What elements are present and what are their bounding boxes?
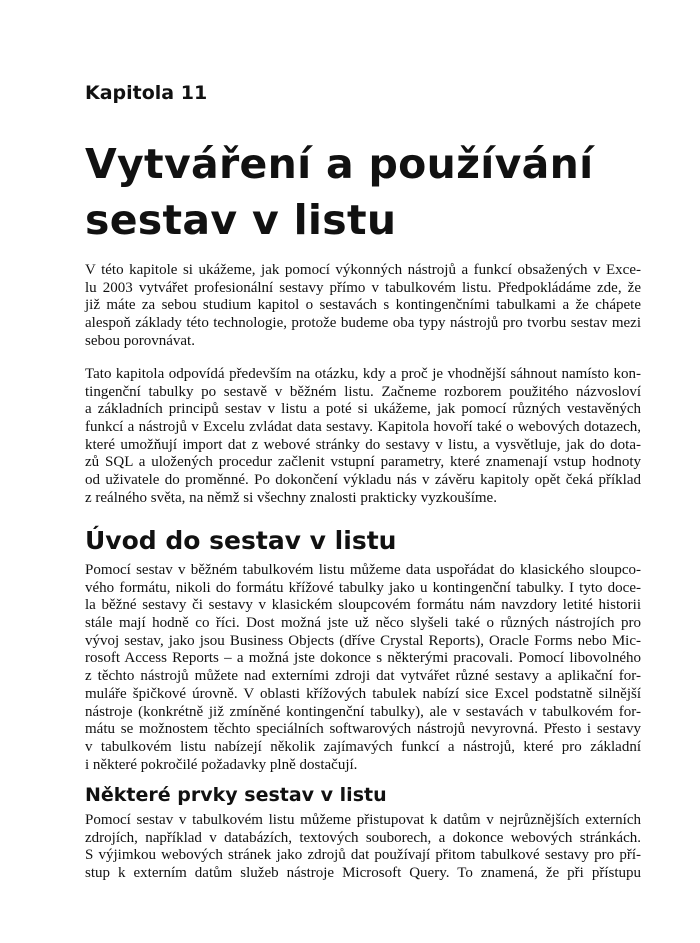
text-line: V této kapitole si ukážeme, jak pomocí výkonných nástrojů a funkcí obsažených v Exce- xyxy=(85,262,641,278)
text-line: tingenční tabulky po sestavě v běžném listu. Začneme rozborem použitého názvosloví xyxy=(85,383,641,400)
text-line: v tabulkovém listu nabízejí několik zajímavých funkcí a nástrojů, které pro základní xyxy=(85,738,641,755)
text-line: které umožňují import dat z webové stránky do sestavy v listu, a vysvětluje, jak do dota- xyxy=(85,436,641,453)
text-line: od uživatele do proměnné. Po dokončení výkladu nás v závěru kapitoly opět čeká příklad xyxy=(85,472,641,489)
text-line: vývoj sestav, jako jsou Business Objects (dříve Crystal Reports), Oracle Forms nebo Mic- xyxy=(85,632,641,649)
intro-paragraph-1 xyxy=(85,262,641,350)
text-line: Pomocí sestav v tabulkovém listu můžeme přistupovat k datům v nejrůznějších externích xyxy=(85,812,641,828)
text-line: vého formátu, nikoli do formátu křížové tabulky jako u kontingenční tabulky. I tyto doce- xyxy=(85,579,641,596)
text-line: S výjimkou webových stránek jako zdrojů dat používají přitom tabulkové sestavy pro pří- xyxy=(85,847,641,864)
text-line: stup k externím datům služeb nástroje Microsoft Query. To znamená, že při přístupu xyxy=(85,865,641,882)
subsection-heading: Některé prvky sestav v listu xyxy=(85,784,387,806)
text-line: sebou porovnávat. xyxy=(85,332,195,349)
intro-paragraph-2 xyxy=(85,366,641,508)
text-line: nástroje (konkrétně již zmíněné kontingenční tabulky), ale v sestavách v tabulkovém for- xyxy=(85,703,641,720)
title-line: sestav v listu xyxy=(85,196,397,244)
text-line: la běžné sestavy či sestavy v klasickém sloupcovém formátu nám navzdory letité historii xyxy=(85,597,641,614)
text-line: funkcí a nástrojů v Excelu zvládat data sestavy. Kapitola hovoří také o webových dotazech, xyxy=(85,419,641,436)
text-line: stále mají hodně co říci. Dost možná jste už něco slyšeli také o různých nástrojích pro xyxy=(85,615,641,632)
subsection-paragraph xyxy=(85,812,641,883)
text-line: alespoň základy této technologie, protože budeme oba typy nástrojů pro tvorbu sestav mezi xyxy=(85,315,641,332)
text-line: rosoft Access Reports – a možná jste dokonce s některými pracovali. Pomocí libovolného xyxy=(85,650,641,667)
text-line: a základních principů sestav v listu a poté si ukážeme, jak pomocí různých vestavěných xyxy=(85,401,641,418)
title-line: Vytváření a používání xyxy=(85,140,594,188)
text-line: zů SQL a uložených procedur začlenit vstupní parametry, které znamenají vstup hodnoty xyxy=(85,454,641,471)
text-line: muláře špičkové úrovně. V oblasti křížových tabulek nabízí sice Excel podstatně silnější xyxy=(85,685,641,702)
section-paragraph xyxy=(85,562,641,774)
text-line: zdrojích, například v databázích, textových souborech, a dokonce webových stránkách. xyxy=(85,829,641,846)
text-line: mátu se možnostem těchto speciálních softwarových nástrojů nevyrovná. Přesto i sestavy xyxy=(85,721,641,738)
chapter-label: Kapitola 11 xyxy=(85,82,208,104)
chapter-title xyxy=(85,136,594,248)
section-heading: Úvod do sestav v listu xyxy=(85,526,397,555)
text-line: lu 2003 vytvářet profesionální sestavy přímo v tabulkovém listu. Předpokládáme zde, že xyxy=(85,279,641,296)
text-line: Tato kapitola odpovídá především na otázku, kdy a proč je vhodnější sáhnout namísto kon- xyxy=(85,366,641,382)
text-line: Pomocí sestav v běžném tabulkovém listu můžeme data uspořádat do klasického sloupco- xyxy=(85,562,641,578)
text-line: již máte za sebou studium kapitol o sestavách s kontingenčními tabulkami a že chápete xyxy=(85,297,641,314)
text-line: i některé pokročilé požadavky plně dostačují. xyxy=(85,756,358,773)
text-line: z reálného světa, na němž si všechny znalosti prakticky vyzkoušíme. xyxy=(85,489,497,506)
text-line: z těchto nástrojů můžete nad externími zdroji dat vytvářet různé sestavy a aplikační for- xyxy=(85,668,641,685)
